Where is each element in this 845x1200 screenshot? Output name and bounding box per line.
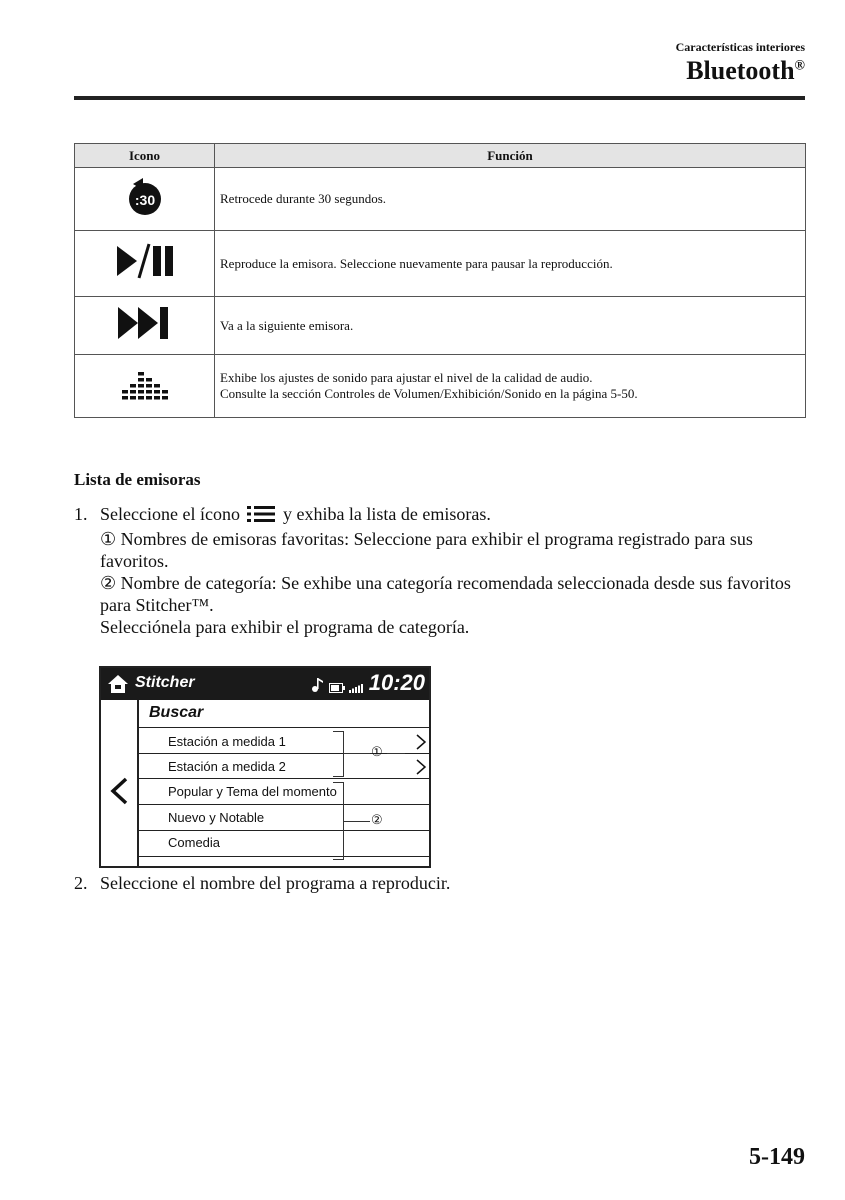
registered-mark: ® (794, 58, 805, 74)
app-name: Stitcher (135, 674, 195, 691)
callout-bracket-1 (333, 731, 344, 777)
page-number: 5-149 (749, 1144, 805, 1170)
section-label: Características interiores (675, 40, 805, 54)
skip-next-icon (75, 297, 215, 355)
function-text: Retrocede durante 30 segundos. (215, 168, 806, 231)
step-item: ① Nombres de emisoras favoritas: Seleccione para exhibir el programa registrado para sus favoritos. (100, 529, 753, 571)
callout-label-2: ② (371, 812, 383, 827)
stitcher-screen (99, 666, 431, 868)
home-icon[interactable] (107, 673, 129, 700)
row-divider (138, 830, 429, 831)
icon-function-table (74, 143, 806, 418)
function-text (215, 355, 806, 418)
search-item[interactable]: Buscar (149, 704, 204, 721)
list-item[interactable]: Estación a medida 1 (168, 734, 286, 749)
column-header-icon: Icono (75, 144, 215, 168)
row-divider (138, 727, 429, 728)
table-row (75, 168, 806, 231)
step-number: 1. (74, 504, 88, 524)
function-text: Reproduce la emisora. Seleccione nuevamente para pausar la reproducción. (215, 231, 806, 297)
step-item: Selecciónela para exhibir el programa de categoría. (100, 617, 470, 637)
list-item[interactable]: Estación a medida 2 (168, 759, 286, 774)
header-rule (74, 96, 805, 100)
callout-bracket-2 (333, 782, 344, 860)
step-item: ② Nombre de categoría: Se exhibe una categoría recomendada seleccionada desde sus favoritos para Stitcher™. (100, 573, 791, 615)
page-title: Bluetooth® (686, 56, 805, 85)
rewind-30-icon (75, 168, 215, 231)
list-item[interactable]: Popular y Tema del momento (168, 784, 337, 799)
signal-icon (349, 680, 365, 698)
clock-time: 10:20 (368, 670, 425, 695)
function-line: Consulte la sección Controles de Volumen/Exhibición/Sonido en la página 5-50. (220, 386, 638, 401)
sound-settings-icon (75, 355, 215, 418)
row-divider (138, 804, 429, 805)
table-row (75, 297, 806, 355)
step-text: Seleccione el ícono (100, 504, 240, 524)
table-row (75, 231, 806, 297)
step-text: y exhiba la lista de emisoras. (282, 504, 491, 524)
list-icon (247, 505, 275, 528)
row-divider (138, 778, 429, 779)
callout-line-1 (344, 753, 370, 754)
list-item[interactable]: Comedia (168, 835, 221, 850)
back-arrow-icon[interactable] (109, 776, 129, 811)
table-header-row (75, 144, 806, 168)
play-pause-icon (75, 231, 215, 297)
screen-top-bar (101, 668, 429, 700)
callout-line-2 (344, 821, 370, 822)
callout-line-1b (387, 753, 405, 754)
row-divider (138, 856, 429, 857)
svg-text::30: :30 (134, 191, 155, 208)
back-column[interactable] (101, 700, 139, 866)
section-heading: Lista de emisoras (74, 470, 201, 489)
list-item[interactable]: Nuevo y Notable (168, 810, 265, 825)
row-divider (138, 753, 429, 754)
column-header-function: Función (215, 144, 806, 168)
callout-label-1: ① (371, 744, 383, 759)
function-line: Exhibe los ajustes de sonido para ajustar el nivel de la calidad de audio. (220, 370, 593, 385)
table-row (75, 355, 806, 418)
step-text: Seleccione el nombre del programa a reproducir. (100, 873, 451, 893)
step-number: 2. (74, 873, 88, 893)
music-note-icon (311, 676, 323, 697)
battery-icon (329, 680, 345, 698)
function-text: Va a la siguiente emisora. (215, 297, 806, 355)
